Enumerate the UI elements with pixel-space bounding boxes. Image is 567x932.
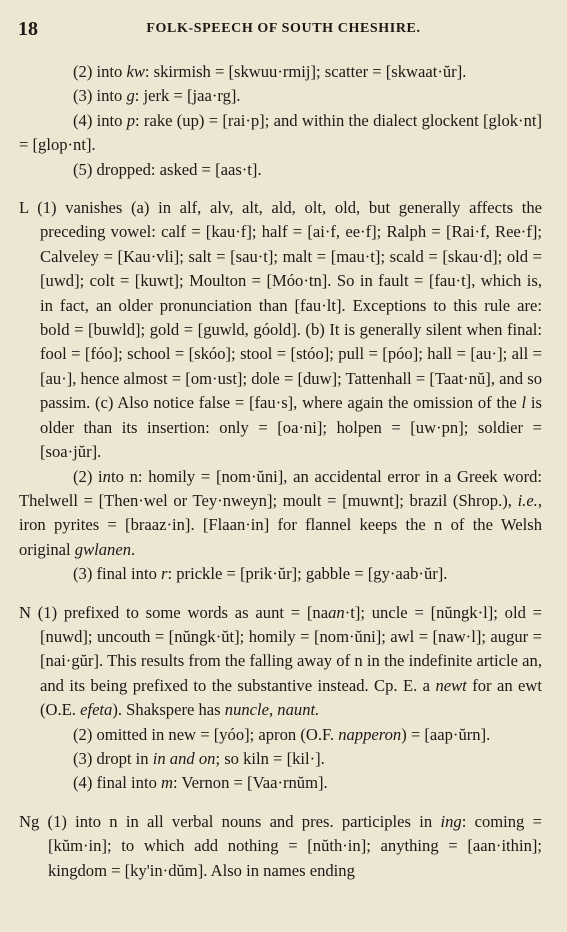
n-rule-3: (3) dropt in in and on; so kiln = [kil·]. (73, 748, 325, 768)
running-title: FOLK-SPEECH OF SOUTH CHESHIRE. (146, 21, 421, 36)
r-rule-5: (5) dropped: asked = [aas·t]. (73, 159, 262, 179)
r-rule-4: (4) into p: rake (up) = [rai·p]; and within the dialect glockent [glok·nt] = [glop·nt]. (19, 110, 542, 155)
page-body (19, 60, 542, 883)
n-entry-1: N (1) prefixed to some words as aunt = [naan·t]; uncle = [nŭngk·l]; old = [nuwd]; uncouth = [nŭngk·ŭt]; homily = [nom·ŭni]; awl = [naw·l]; augur = [nai·gŭr]. This results from the falling away of n in the indefinite article an, and its being prefixed to the substantive instead. Cp. E. a newt for an ewt (O.E. efeta). Shakspere has nuncle, naunt. (19, 602, 543, 720)
n-rule-4: (4) final into m: Vernon = [Vaa·rnŭm]. (73, 773, 328, 793)
l-rule-2: (2) into n: homily = [nom·ŭni], an accidental error in a Greek word: Thelwell = [Then·wel or Tey·nweyn]; moult = [muwnt]; brazil (Shrop.), i.e., iron pyrites = [braaz·in]. [Flaan·in] for flannel keeps the n of the Welsh original gwlanen. (19, 466, 542, 559)
r-rule-3: (3) into g: jerk = [jaa·rg]. (73, 86, 241, 106)
r-rule-2: (2) into kw: skirmish = [skwuu·rmij]; scatter = [skwaat·ŭr]. (73, 62, 467, 81)
page-number: 18 (18, 18, 38, 40)
l-rule-3: (3) final into r: prickle = [prik·ŭr]; gabble = [gy·aab·ŭr]. (73, 564, 448, 584)
ng-entry-1: Ng (1) into n in all verbal nouns and pres. participles in ing: coming = [kŭm·in]; to which add nothing = [nŭth·in]; anything = [aan·ithin]; kingdom = [ky'in·dŭm]. Also in names ending (19, 811, 542, 880)
n-rule-2: (2) omitted in new = [yóo]; apron (O.F. napperon) = [aap·ŭrn]. (73, 724, 491, 744)
l-entry-1: L (1) vanishes (a) in alf, alv, alt, ald, olt, old, but generally affects the preceding vowel: calf = [kau·f]; half = [ai·f, ee·f]; Ralph = [Rai·f, Ree·f]; Calveley = [Kau·vli]; salt = [sau·t]; malt = [mau·t]; scald = [skau·d]; old = [uwd]; colt = [kuwt]; Moulton = [Móo·tn]. So in fault = [fau·t], which is, in fact, an older pronunciation than [fau·lt]. Exceptions to this rule are: bold = [buwld]; gold = [guwld, góold]. (b) It is generally silent when final: fool = [fóo]; school = [skóo]; stool = [stóo]; pull = [póo]; hall = [au·]; all = [au·], hence almost = [om·ust]; dole = [duw]; Tattenhall = [Taat·nŭ], and so passim. (c) Also notice false = [fau·s], where again the omission of the l is older than its insertion: only = [oa·ni]; holpen = [uw·pn]; soldier = [soa·jŭr]. (19, 198, 542, 462)
page-header (0, 18, 567, 42)
